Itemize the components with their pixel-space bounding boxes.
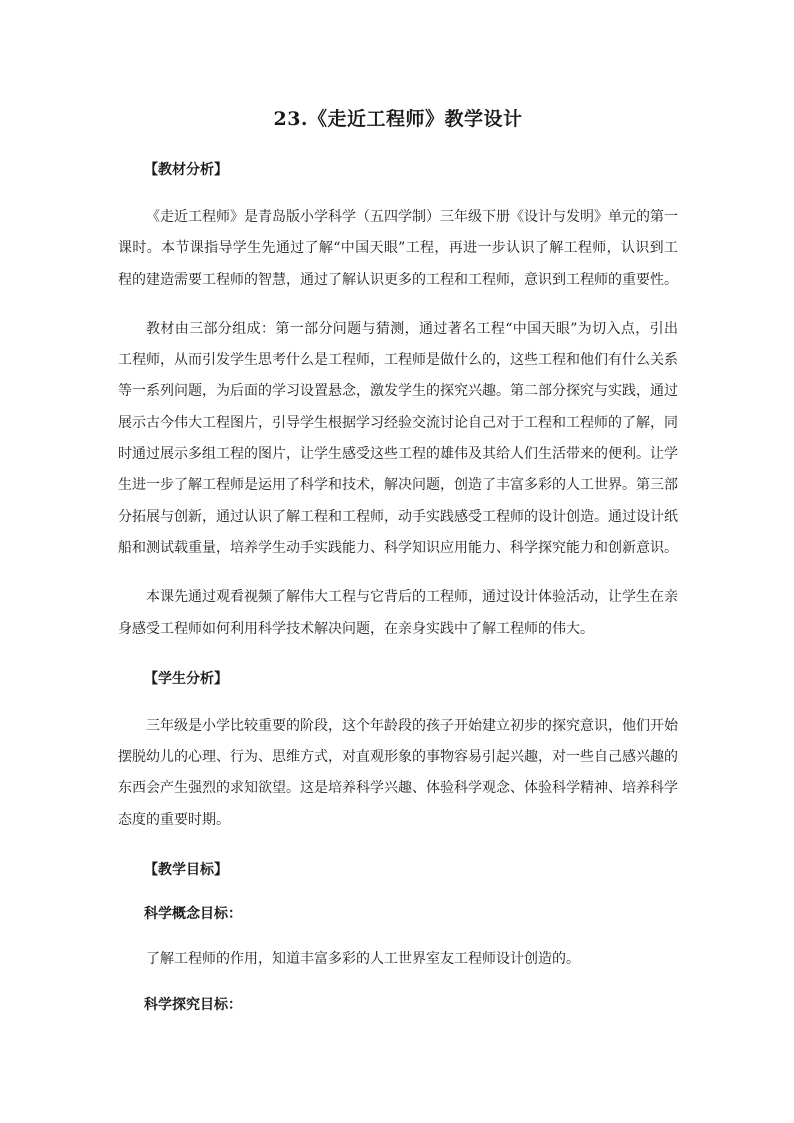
- paragraph: 本课先通过观看视频了解伟大工程与它背后的工程师，通过设计体验活动，让学生在亲身感受工程师如何利用科学技术解决问题，在亲身实践中了解工程师的伟大。: [118, 589, 678, 637]
- section-textbook-analysis: [118, 158, 678, 645]
- paragraph: 了解工程师的作用，知道丰富多彩的人工世界室友工程师设计创造的。: [146, 951, 580, 968]
- section-student-analysis: [118, 667, 678, 836]
- document-body: [118, 104, 678, 1035]
- document-title: 23.《走近工程师》教学设计: [273, 108, 523, 130]
- paragraph: 《走近工程师》是青岛版小学科学（五四学制）三年级下册《设计与发明》单元的第一课时。本节课指导学生先通过了解“中国天眼”工程，再进一步认识了解工程师，认识到工程的建造需要工程师的智慧，通过了解认识更多的工程和工程师，意识到工程师的重要性。: [118, 209, 678, 288]
- subsection-heading: 科学概念目标：: [144, 906, 242, 923]
- section-heading: 【教学目标】: [144, 862, 228, 879]
- paragraph: 教材由三部分组成：第一部分问题与猜测，通过著名工程“中国天眼”为切入点，引出工程师，从而引发学生思考什么是工程师，工程师是做什么的，这些工程和他们有什么关系等一系列问题，为后面的学习设置悬念，激发学生的探究兴趣。第二部分探究与实践，通过展示古今伟大工程图片，引导学生根据学习经验交流讨论自己对于工程和工程师的了解，同时通过展示多组工程的图片，让学生感受这些工程的雄伟及其给人们生活带来的便利。让学生进一步了解工程师是运用了科学和技术，解决问题，创造了丰富多彩的人工世界。第三部分拓展与创新，通过认识了解工程和工程师，动手实践感受工程师的设计创造。通过设计纸船和测试载重量，培养学生动手实践能力、科学知识应用能力、科学探究能力和创新意识。: [118, 320, 678, 556]
- section-heading: 【学生分析】: [144, 670, 228, 687]
- subsection-heading: 科学探究目标：: [144, 997, 242, 1014]
- paragraph: 三年级是小学比较重要的阶段，这个年龄段的孩子开始建立初步的探究意识，他们开始摆脱幼儿的心理、行为、思维方式，对直观形象的事物容易引起兴趣，对一些自己感兴趣的东西会产生强烈的求知欲望。这是培养科学兴趣、体验科学观念、体验科学精神、培养科学态度的重要时期。: [118, 717, 678, 828]
- section-heading: 【教材分析】: [144, 162, 228, 178]
- section-teaching-goals: [118, 858, 678, 1017]
